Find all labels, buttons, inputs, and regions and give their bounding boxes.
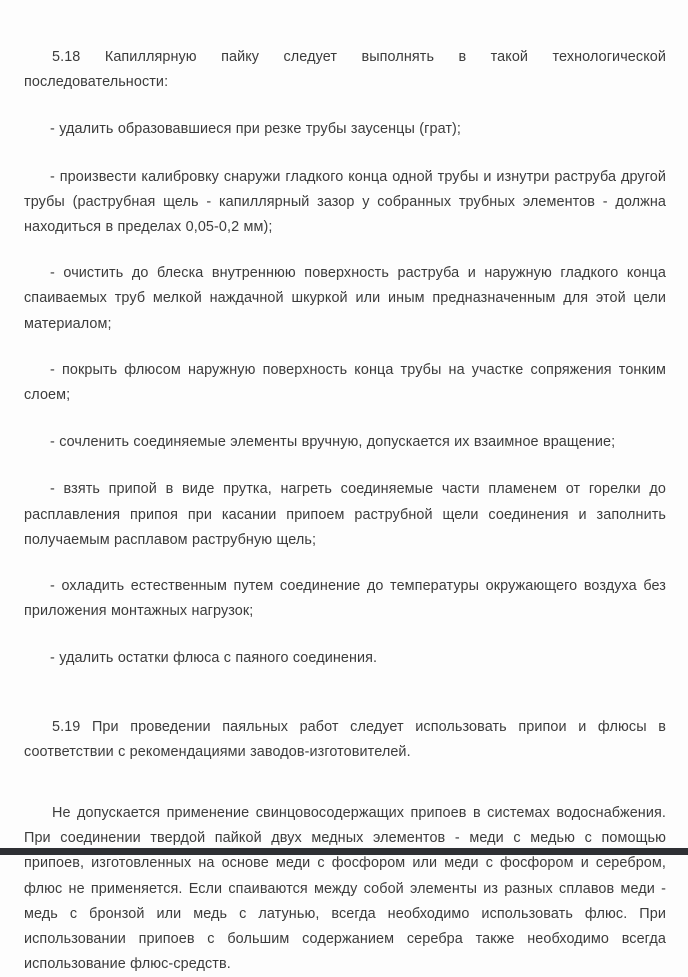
block-gap bbox=[24, 240, 666, 261]
block-gap bbox=[24, 143, 666, 165]
list-item-clean-surfaces: - очистить до блеска внутреннюю поверхность раструба и наружную гладкого конца спаиваемых труб мелкой наждачной шкуркой или иным предназначенным для этой цели материалом; bbox=[24, 265, 666, 332]
paragraph-clause-5-19: 5.19 При проведении паяльных работ следует использовать припои и флюсы в соответствии с рекомендациями заводов-изготовителей. bbox=[24, 718, 666, 760]
list-item-remove-flux-residue: - удалить остатки флюса с паяного соединения. bbox=[50, 650, 378, 667]
block-gap bbox=[24, 408, 666, 430]
list-item-cool-naturally: - охладить естественным путем соединение до температуры окружающего воздуха без приложения монтажных нагрузок; bbox=[24, 578, 666, 620]
block-gap bbox=[24, 337, 666, 358]
section-gap bbox=[24, 672, 666, 715]
list-item-calibration: - произвести калибровку снаружи гладкого конца одной трубы и изнутри раструба другой трубы (раструбная щель - капиллярный зазор у собранных трубных элементов - должна находиться в пределах 0,05-0,2 мм); bbox=[24, 168, 666, 236]
list-item-heat-solder: - взять припой в виде прутка, нагреть соединяемые части пламенем от горелки до расплавления припоя при касании припоем раструбной щели соединения и заполнить получаемым расплавом раструбную щель; bbox=[24, 481, 666, 548]
paragraph-clause-5-18: 5.18 Капиллярную пайку следует выполнять в такой технологической последовательности: bbox=[24, 49, 666, 91]
bottom-bar bbox=[0, 848, 688, 855]
block-gap bbox=[24, 624, 666, 646]
list-item-apply-flux: - покрыть флюсом наружную поверхность конца трубы на участке сопряжения тонким слоем; bbox=[24, 361, 666, 404]
paragraph-lead-free-solder-note: Не допускается применение свинцовосодержащих припоев в системах водоснабжения. При соединении твердой пайкой двух медных элементов - меди с медью с помощью припоев, изготовленных на основе меди с фосфором или меди с фосфором и серебром, флюс не применяется. Если спаиваются между собой элементы из разных сплавов меди - медь с бронзой или медь с латунью, всегда необходимо использовать флюс. При использовании припоев с большим содержанием серебра также необходимо всегда использование флюс-средств. bbox=[24, 805, 666, 973]
section-gap bbox=[24, 765, 666, 801]
block-gap bbox=[24, 553, 666, 574]
list-item-join-elements: - сочленить соединяемые элементы вручную, допускается их взаимное вращение; bbox=[50, 434, 616, 451]
block-gap bbox=[24, 95, 666, 117]
document-text-column bbox=[24, 0, 666, 977]
list-item-remove-burrs: - удалить образовавшиеся при резке трубы заусенцы (грат); bbox=[50, 121, 462, 138]
top-spacer bbox=[24, 0, 666, 45]
block-gap bbox=[24, 455, 666, 477]
